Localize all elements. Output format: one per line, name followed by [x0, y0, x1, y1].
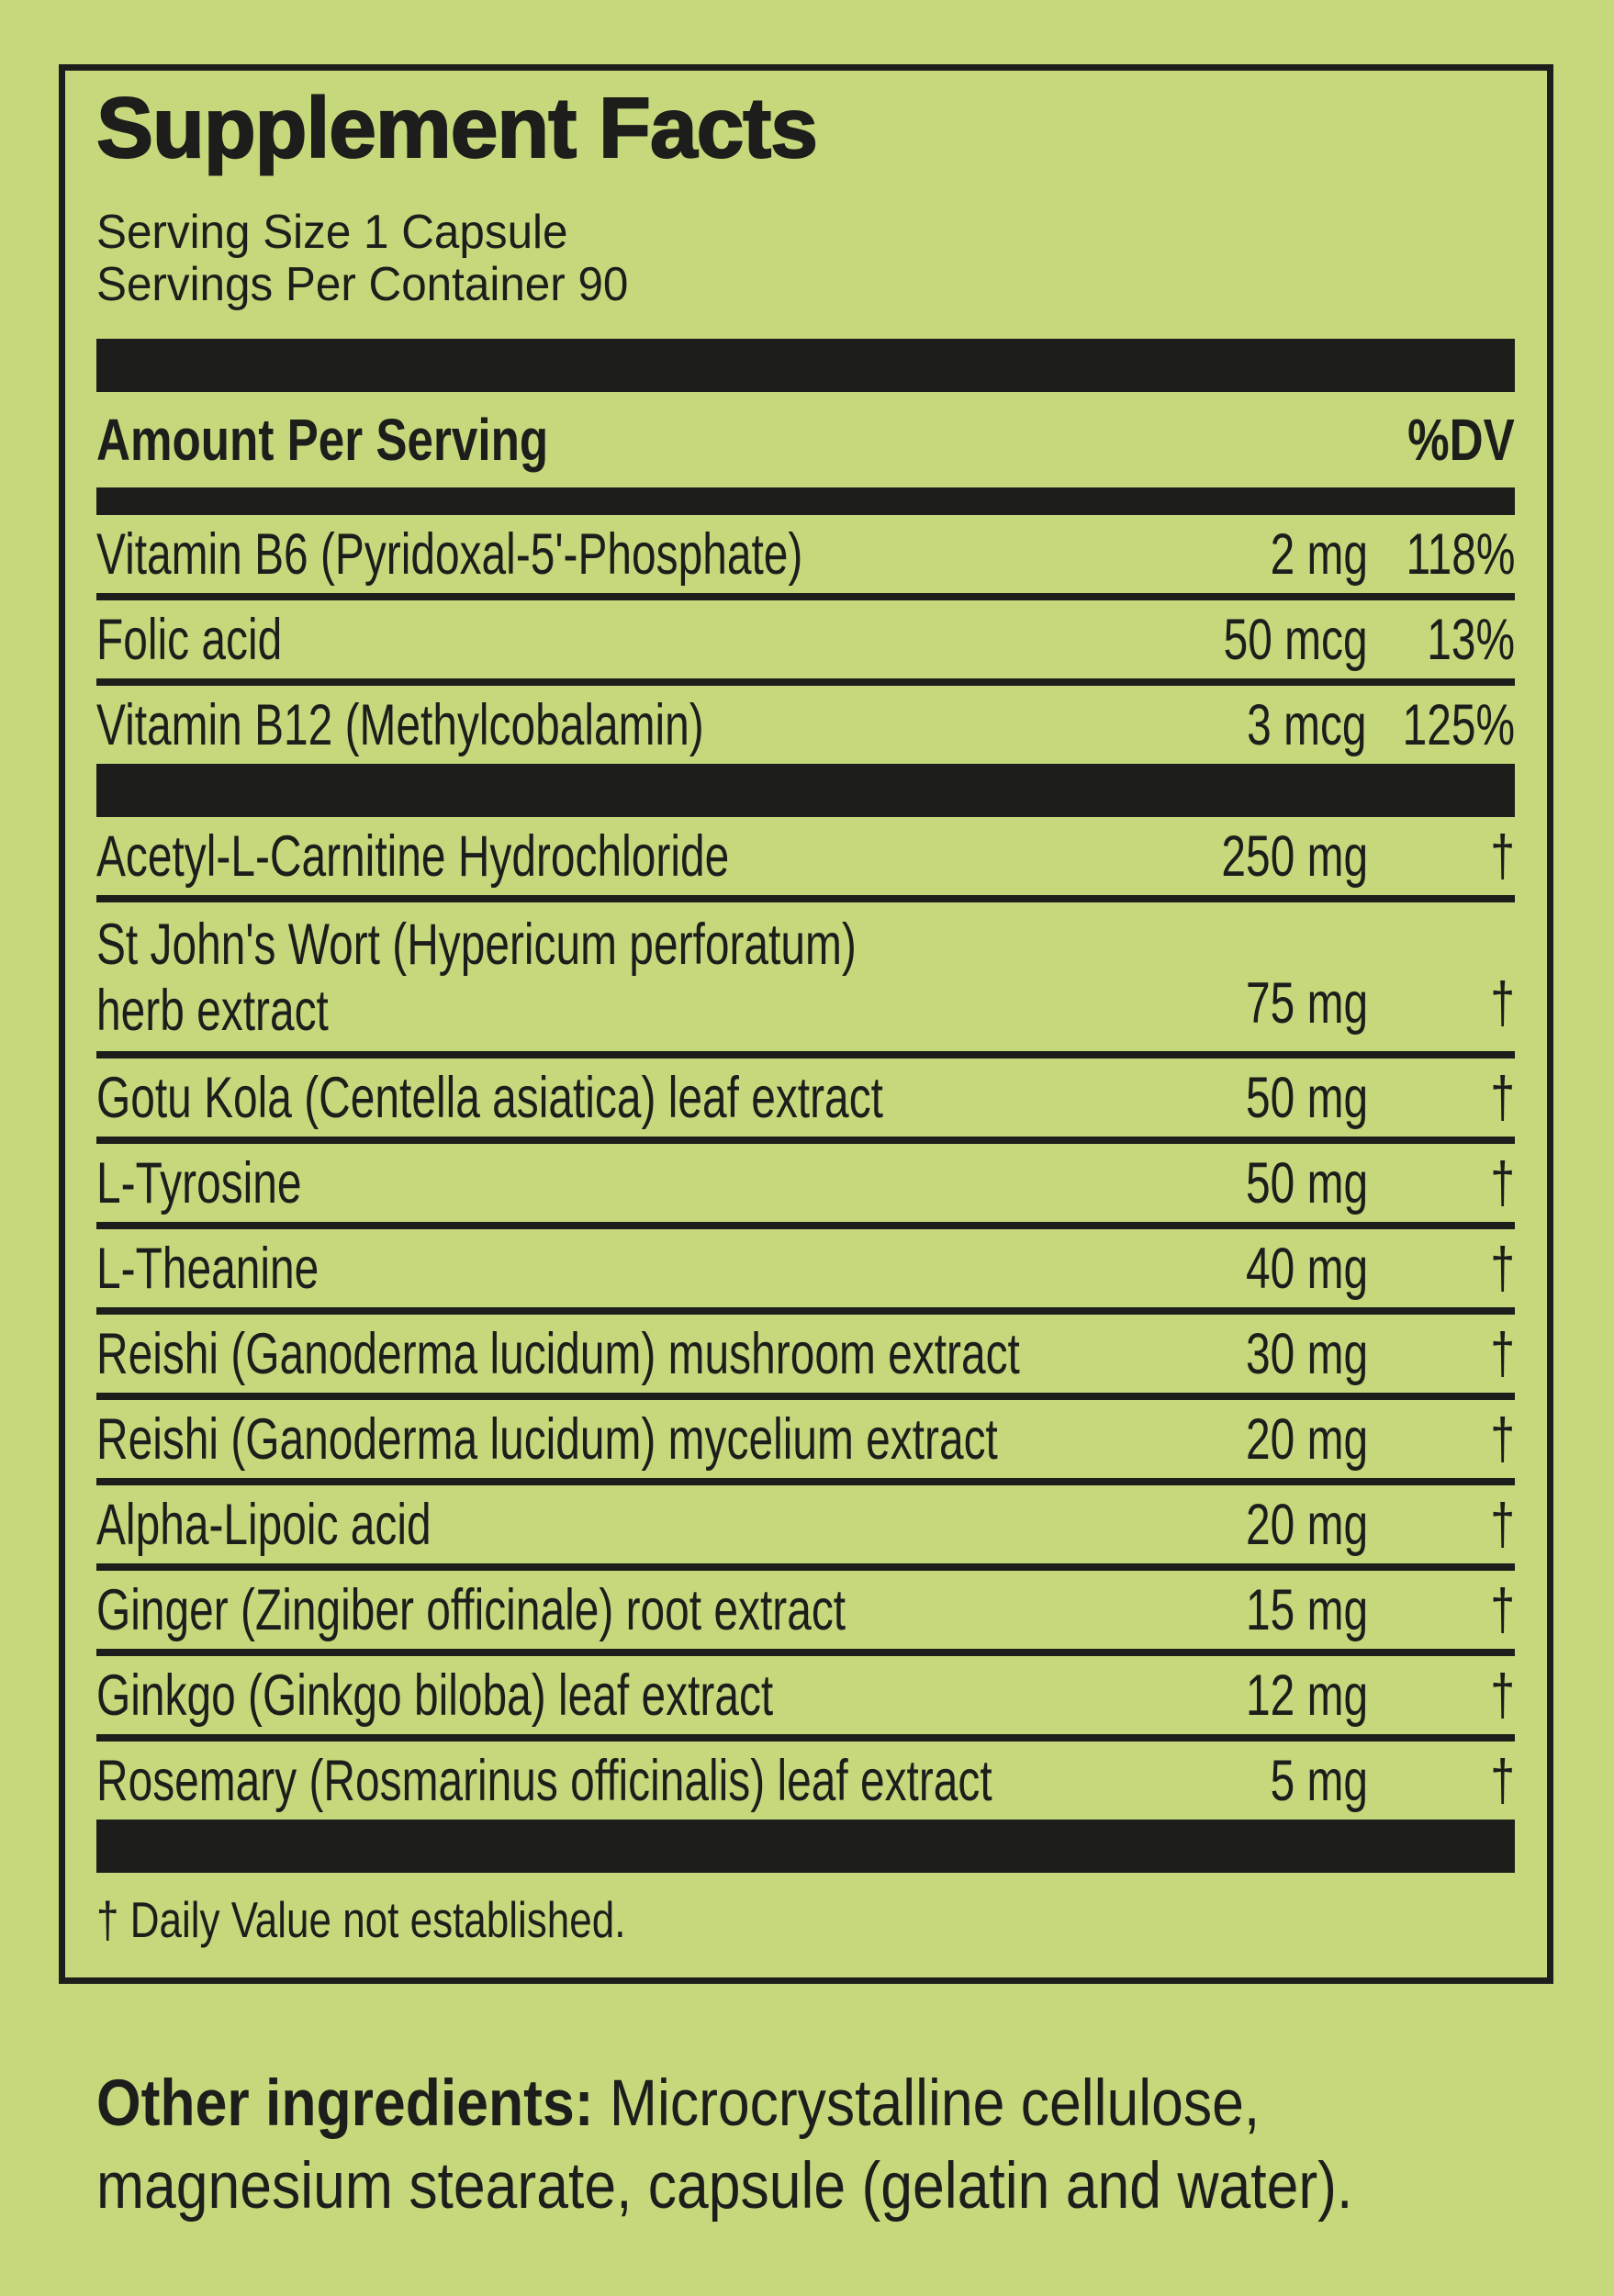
ingredient-name-line: Vitamin B12 (Methylcobalamin) [96, 692, 704, 757]
servings-per-container-text: Servings Per Container 90 [96, 258, 629, 311]
ingredient-row [96, 1742, 1515, 1820]
ingredient-amount: 12 mg [1245, 1663, 1368, 1728]
ingredient-dv: 118% [1406, 521, 1515, 587]
ingredient-dv: † [1490, 1577, 1515, 1642]
ingredient-dv: † [1490, 1150, 1515, 1215]
ingredient-name-line: Acetyl-L-Carnitine Hydrochloride [96, 823, 730, 889]
ingredient-row [96, 600, 1515, 686]
ingredient-name-line: Gotu Kola (Centella asiatica) leaf extract [96, 1065, 883, 1130]
ingredient-row [96, 515, 1515, 600]
ingredient-amount: 20 mg [1245, 1406, 1368, 1472]
thick-divider [96, 1820, 1515, 1873]
ingredient-name-line: Ginger (Zingiber officinale) root extract [96, 1577, 846, 1642]
ingredient-dv: † [1490, 1321, 1515, 1386]
ingredient-amount: 75 mg [1245, 971, 1368, 1036]
ingredient-amount: 50 mg [1245, 1065, 1368, 1130]
ingredient-amount: 15 mg [1245, 1577, 1368, 1642]
ingredient-amount: 3 mcg [1247, 692, 1367, 757]
ingredient-amount: 250 mg [1221, 823, 1368, 889]
amount-per-serving-header: Amount Per Serving [96, 407, 549, 473]
ingredient-row [96, 1400, 1515, 1485]
ingredient-name-line: L-Tyrosine [96, 1150, 302, 1215]
ingredient-name [96, 1065, 1129, 1131]
ingredient-amount: 30 mg [1245, 1321, 1368, 1386]
other-ingredients-line1-text: Microcrystalline cellulose, [593, 2067, 1261, 2140]
ingredient-row [96, 902, 1515, 1058]
ingredient-dv: † [1490, 971, 1515, 1036]
panel-title: Supplement Facts [96, 80, 817, 175]
ingredient-name [96, 1492, 1129, 1558]
ingredient-name [96, 1577, 1129, 1643]
ingredient-amount: 40 mg [1245, 1236, 1368, 1301]
ingredient-name-line: Alpha-Lipoic acid [96, 1492, 432, 1557]
percent-dv-header: %DV [1407, 407, 1515, 473]
ingredient-name [96, 1321, 1129, 1387]
other-ingredients-label: Other ingredients: [96, 2067, 594, 2140]
ingredient-name-line: Rosemary (Rosmarinus officinalis) leaf extract [96, 1748, 992, 1813]
other-ingredients-line2-text: magnesium stearate, capsule (gelatin and water). [96, 2150, 1353, 2223]
ingredient-row [96, 1485, 1515, 1571]
ingredient-amount: 2 mg [1270, 521, 1368, 587]
ingredient-amount: 5 mg [1270, 1748, 1368, 1813]
column-header-row [96, 392, 1515, 487]
ingredient-name-line: Vitamin B6 (Pyridoxal-5'-Phosphate) [96, 521, 803, 587]
other-ingredients-line-2 [96, 2145, 1553, 2228]
ingredient-name-line: Reishi (Ganoderma lucidum) mycelium extract [96, 1406, 998, 1472]
serving-size-text: Serving Size 1 Capsule [96, 206, 568, 259]
ingredient-dv: † [1490, 1065, 1515, 1130]
ingredient-dv: 13% [1427, 607, 1515, 672]
ingredient-name-line: Reishi (Ganoderma lucidum) mushroom extract [96, 1321, 1020, 1386]
footnote-row [96, 1873, 1515, 1966]
servings-per-container [96, 259, 1515, 311]
ingredient-dv: † [1490, 823, 1515, 889]
ingredient-name [96, 912, 1129, 1051]
ingredient-name [96, 1236, 1129, 1302]
ingredient-name [96, 1406, 1129, 1473]
ingredient-name [96, 1663, 1129, 1729]
ingredient-name [96, 823, 1129, 890]
ingredient-dv: † [1490, 1663, 1515, 1728]
medium-divider [96, 487, 1515, 515]
ingredient-rows [96, 515, 1515, 1873]
serving-info [96, 207, 1515, 311]
ingredient-dv: † [1490, 1406, 1515, 1472]
serving-size [96, 207, 1515, 259]
ingredient-name [96, 607, 1129, 673]
ingredient-row [96, 817, 1515, 902]
ingredient-amount: 50 mcg [1223, 607, 1368, 672]
ingredient-name-line: L-Theanine [96, 1236, 319, 1301]
ingredient-row [96, 1656, 1515, 1742]
ingredient-row [96, 686, 1515, 764]
ingredient-name-line: Ginkgo (Ginkgo biloba) leaf extract [96, 1663, 774, 1728]
supplement-facts-panel [59, 64, 1553, 1984]
ingredient-dv: † [1490, 1748, 1515, 1813]
ingredient-name-line: St John's Wort (Hypericum perforatum) [96, 913, 857, 977]
other-ingredients [96, 2063, 1553, 2228]
ingredient-amount: 20 mg [1245, 1492, 1368, 1557]
thick-divider-top [96, 339, 1515, 392]
daily-value-footnote: † Daily Value not established. [96, 1891, 626, 1948]
ingredient-name [96, 1150, 1129, 1216]
ingredient-row [96, 1315, 1515, 1400]
thick-divider [96, 764, 1515, 817]
ingredient-dv: 125% [1402, 692, 1515, 757]
other-ingredients-line-1 [96, 2063, 1553, 2145]
ingredient-name [96, 521, 1129, 588]
ingredient-name-line: herb extract [96, 979, 329, 1043]
ingredient-row [96, 1144, 1515, 1229]
ingredient-row [96, 1229, 1515, 1315]
ingredient-row [96, 1058, 1515, 1144]
ingredient-row [96, 1571, 1515, 1656]
ingredient-dv: † [1490, 1236, 1515, 1301]
ingredient-name [96, 692, 1128, 758]
ingredient-dv: † [1490, 1492, 1515, 1557]
ingredient-amount: 50 mg [1245, 1150, 1368, 1215]
ingredient-name [96, 1748, 1129, 1814]
ingredient-name-line: Folic acid [96, 607, 283, 672]
